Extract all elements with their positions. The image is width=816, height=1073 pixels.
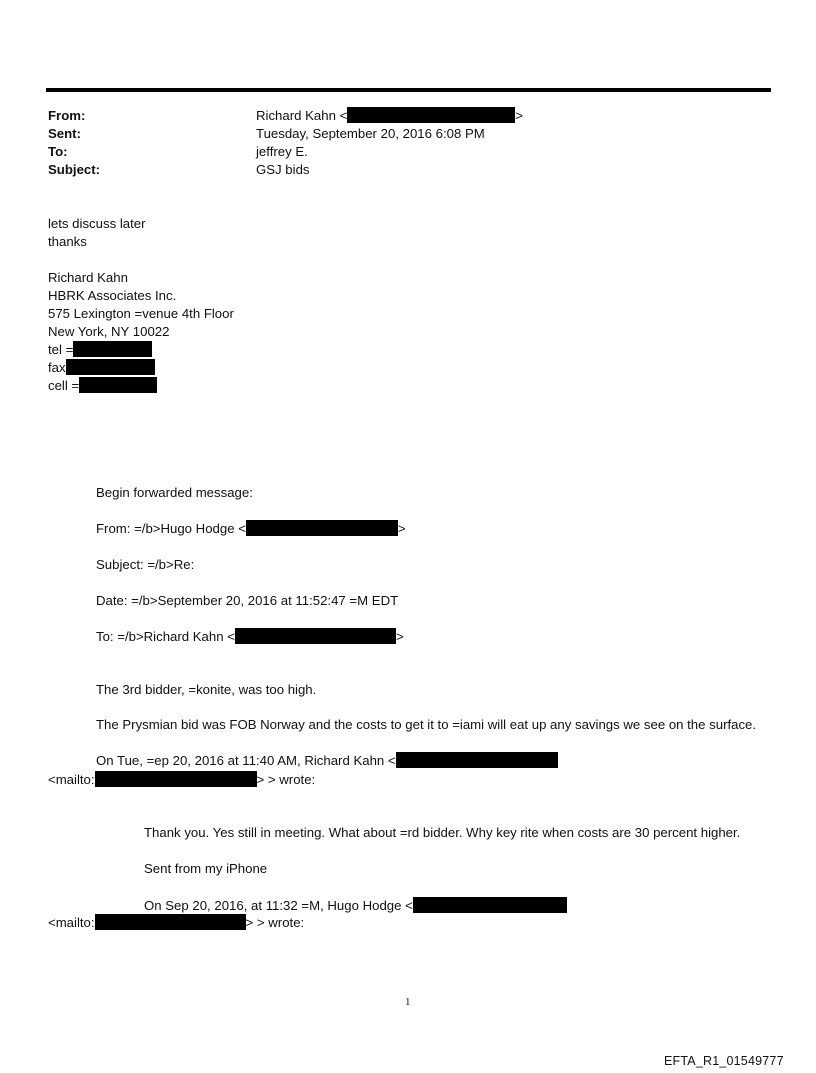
forward-paragraph-1: The 3rd bidder, =konite, was too high. [96,682,317,697]
signature-name: Richard Kahn [48,270,128,285]
redaction-box [73,341,152,357]
fax-label: fax [48,360,66,375]
redaction-box [95,771,257,787]
document-id: EFTA_R1_01549777 [664,1054,784,1068]
page-number: 1 [405,996,411,1008]
to-label: To: [48,144,68,159]
redaction-box [413,897,567,913]
subject-value: GSJ bids [256,162,310,177]
quote-header-2-text: On Sep 20, 2016, at 11:32 =M, Hugo Hodge < [144,898,413,913]
forward-intro: Begin forwarded message: [96,485,253,500]
body-line-1: lets discuss later [48,216,146,231]
signature-company: HBRK Associates Inc. [48,288,177,303]
nested-paragraph-2: Sent from my iPhone [144,861,268,876]
mailto-label: <mailto: [48,772,95,787]
quote-header-1-text: On Tue, =ep 20, 2016 at 11:40 AM, Richard Kahn < [96,753,396,768]
wrote-label: > > wrote: [256,772,316,787]
forward-to-close: > [395,629,404,644]
signature-tel [48,341,152,359]
tel-label: tel = [48,342,74,357]
nested-paragraph-1: Thank you. Yes still in meeting. What about =rd bidder. Why key rite when costs are 30 percent higher. [144,825,741,840]
forward-subject: Subject: =/b>Re: [96,557,195,572]
forward-date: Date: =/b>September 20, 2016 at 11:52:47 =M EDT [96,593,399,608]
signature-fax [48,359,155,377]
from-name: Richard Kahn < [256,108,348,123]
quote-mailto-2 [48,914,304,932]
forward-from-text: From: =/b>Hugo Hodge < [96,521,246,536]
forward-to-text: To: =/b>Richard Kahn < [96,629,235,644]
signature-city: New York, NY 10022 [48,324,170,339]
quote-mailto-1 [48,771,315,789]
forward-from-close: > [397,521,406,536]
redaction-box [347,107,515,123]
sent-value: Tuesday, September 20, 2016 6:08 PM [256,126,485,141]
cell-label: cell = [48,378,80,393]
signature-cell [48,377,157,395]
header-rule [46,88,771,92]
forward-from [96,520,406,538]
redaction-box [235,628,396,644]
sent-label: Sent: [48,126,81,141]
signature-address: 575 Lexington =venue 4th Floor [48,306,234,321]
wrote-label: > > wrote: [245,915,305,930]
quote-header-2 [144,897,567,915]
redaction-box [66,359,155,375]
redaction-box [396,752,558,768]
mailto-label: <mailto: [48,915,95,930]
to-value: jeffrey E. [256,144,308,159]
forward-to [96,628,404,646]
redaction-box [95,914,246,930]
from-value [256,107,523,125]
quote-header-1 [96,752,558,770]
from-close: > [515,108,523,123]
forward-paragraph-2: The Prysmian bid was FOB Norway and the costs to get it to =iami will eat up any savings we see on the surface. [96,717,757,732]
from-label: From: [48,108,86,123]
body-line-2: thanks [48,234,87,249]
redaction-box [79,377,157,393]
redaction-box [246,520,398,536]
subject-label: Subject: [48,162,101,177]
